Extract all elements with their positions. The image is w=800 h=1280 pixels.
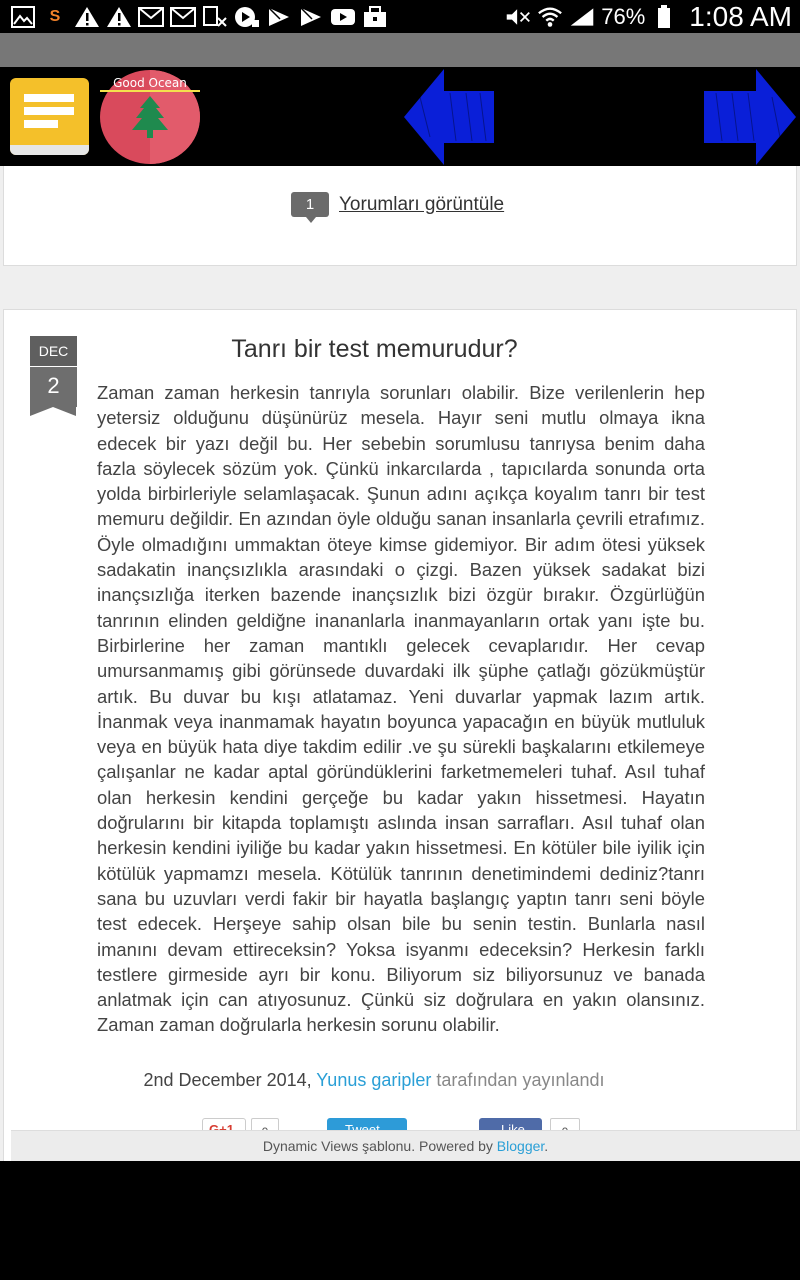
app-logo[interactable] [100, 70, 200, 164]
previous-arrow-icon[interactable] [400, 67, 496, 166]
view-comments-link[interactable]: Yorumları görüntüle [339, 194, 505, 215]
date-tab-point [30, 407, 76, 416]
video-icon [234, 6, 260, 28]
mute-icon [505, 6, 531, 28]
warning-icon [106, 6, 132, 28]
signal-icon [569, 6, 595, 28]
menu-line [24, 94, 74, 102]
date-month: DEC [30, 336, 77, 366]
logo-underline [100, 90, 200, 92]
wifi-icon [537, 6, 563, 28]
post-meta [4, 1070, 744, 1091]
menu-fold [10, 145, 89, 155]
youtube-icon [330, 6, 356, 28]
date-day: 2 [30, 367, 77, 407]
menu-button[interactable] [10, 78, 89, 155]
app-top-strip [0, 33, 800, 67]
blogger-link[interactable]: Blogger [496, 1138, 545, 1154]
sim-x-icon [202, 6, 228, 28]
author-link[interactable]: Yunus garipler [316, 1070, 432, 1090]
battery-icon [651, 6, 677, 28]
battery-percent: 76% [601, 3, 646, 29]
bag-icon [362, 6, 388, 28]
post-date: 2nd December 2014, [143, 1070, 317, 1090]
mail-icon [170, 6, 196, 28]
date-tab [30, 336, 77, 416]
bottom-area [0, 1161, 800, 1280]
comment-count-badge[interactable]: 1 [291, 192, 329, 217]
blog-content[interactable] [0, 166, 800, 1161]
menu-line [24, 120, 58, 128]
tree-icon [130, 96, 170, 140]
next-arrow-icon[interactable] [702, 67, 798, 166]
play-store-icon [266, 6, 292, 28]
gallery-icon [10, 6, 36, 28]
post-card [3, 309, 797, 1161]
warning-icon [74, 6, 100, 28]
previous-post-card [3, 166, 797, 266]
notification-icons [0, 6, 388, 28]
post-meta-suffix: tarafından yayınlandı [431, 1070, 605, 1090]
system-status [505, 0, 792, 33]
app-toolbar [0, 67, 800, 166]
play-store-icon [298, 6, 324, 28]
mail-icon [138, 6, 164, 28]
post-body [97, 380, 705, 1038]
clock: 1:08 AM [689, 0, 792, 32]
blog-footer [11, 1130, 800, 1161]
footer-end: . [544, 1138, 549, 1154]
s-app-icon: S [49, 7, 61, 25]
footer-text: Dynamic Views şablonu. Powered by [262, 1138, 497, 1154]
status-bar [0, 0, 800, 33]
post-title[interactable]: Tanrı bir test memurudur? [231, 335, 518, 363]
menu-line [24, 107, 74, 115]
logo-text: Good Ocean [113, 76, 187, 90]
post-body-text: Zaman zaman herkesin tanrıyla sorunları olabilir. Bize verilenlerin hep yetersiz olduğunu düşünürüz mesela. Hayır seni mutlu olmaya ikna edecek bir yazı değil bu. Her sebebin sorumlusu tanrıysa benim daha fazla söylecek sözüm yok. Çünkü inkarcılarda , tapıcılarda sonunda orta yolda birbirleriyle selamlaşacak. Şunun adını açıkça koyalım tanrı bir test memuru değildir. En azından öyle olduğu sanan insanlarla çevrili etrafımız. Öyle olmadığını ummaktan öteye kimse gidemiyor. Bir adım ötesi yüksek sadakatin inançsızlıkla arasındaki o çizgi. Bazen yüksek sadakat bizi inançsızlığa iterken bazende inançsızlık bizi özgür bırakır. Özgürlüğün tanrının elinden geldiğne inananlarla inanmayanların ortak yanı işte bu. Birbirlerine her zaman mantıklı gelecek cevaplarıdır. Her cevap umursanmamış gibi görünsede duvardaki ilk şüphe çatlağı gözükmüştür artık. Bu duvar bu kışı atlatamaz. Yeni duvarlar yapmak lazım artık. İnanmak veya inanmamak hayatın boyunca yapacağın en büyük mutluluk veya en büyük hata diye takdim edilir .ve şu sürekli başkalarını etkilemeye çalışanlar ne kadar aptal göründüklerini farketmemeleri tuhaf. Asıl tuhaf olan herkesin kendini gerçeğe bu kadar yakın hissetmesi. Hayatın doğrularını bir kitapda toplamıştı aslında insan sarrafları. Asıl tuhaf olan herkesin kendini iyiliğe bu kadar yakın hissetmesi. En kötüler bile iyilik için kötülük yapmamzı mesela. Kötülük tanrının denetimindemi dediniz?tanrı sana bu uzuvları verdi fakir bir hayatla başlangıç yaptın tanrı seni böyle test edecek. Herşeye sahip olsan bile bu senin testin. Bunlarla nasıl imanını devam ettireceksin? Yoksa isyanmı edeceksin? Herkesin farklı testlere girmeside ayrı bir konu. Biliyorum siz biliyorsunuz ve banada anlatmak için can atıyosunuz. Çünkü siz doğrulara en yakın olansınız. Zaman zaman doğrularla herkesin sorunu olabilir. [97, 382, 705, 1036]
